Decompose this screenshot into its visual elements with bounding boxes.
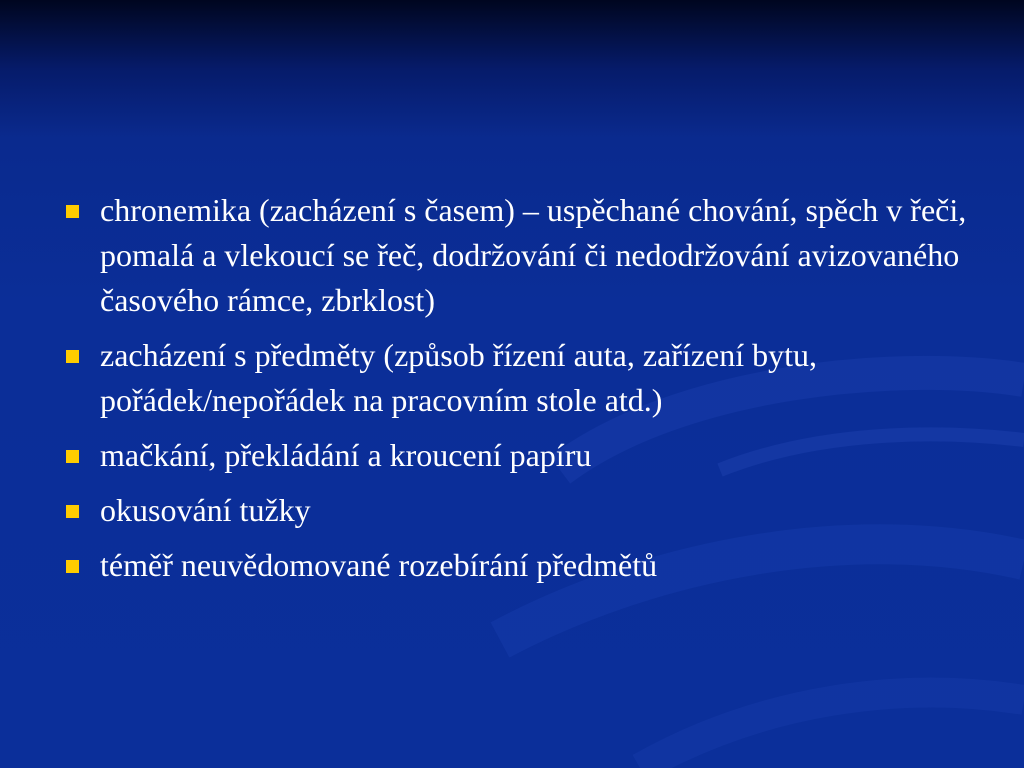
square-bullet-icon — [66, 350, 79, 363]
bullet-text: téměř neuvědomované rozebírání předmětů — [100, 547, 658, 583]
bullet-text: okusování tužky — [100, 492, 311, 528]
bullet-item — [62, 488, 972, 533]
bullet-list — [62, 188, 972, 598]
bullet-item — [62, 333, 972, 423]
square-bullet-icon — [66, 560, 79, 573]
bullet-text: chronemika (zacházení s časem) – uspěchané chování, spěch v řeči, pomalá a vlekoucí se řeč, dodržování či nedodržování avizovaného časového rámce, zbrklost) — [100, 192, 967, 318]
bullet-item — [62, 433, 972, 478]
square-bullet-icon — [66, 450, 79, 463]
bullet-item — [62, 543, 972, 588]
bullet-item — [62, 188, 972, 323]
bullet-text: mačkání, překládání a kroucení papíru — [100, 437, 592, 473]
square-bullet-icon — [66, 205, 79, 218]
bullet-text: zacházení s předměty (způsob řízení auta, zařízení bytu, pořádek/nepořádek na pracovním stole atd.) — [100, 337, 817, 418]
square-bullet-icon — [66, 505, 79, 518]
